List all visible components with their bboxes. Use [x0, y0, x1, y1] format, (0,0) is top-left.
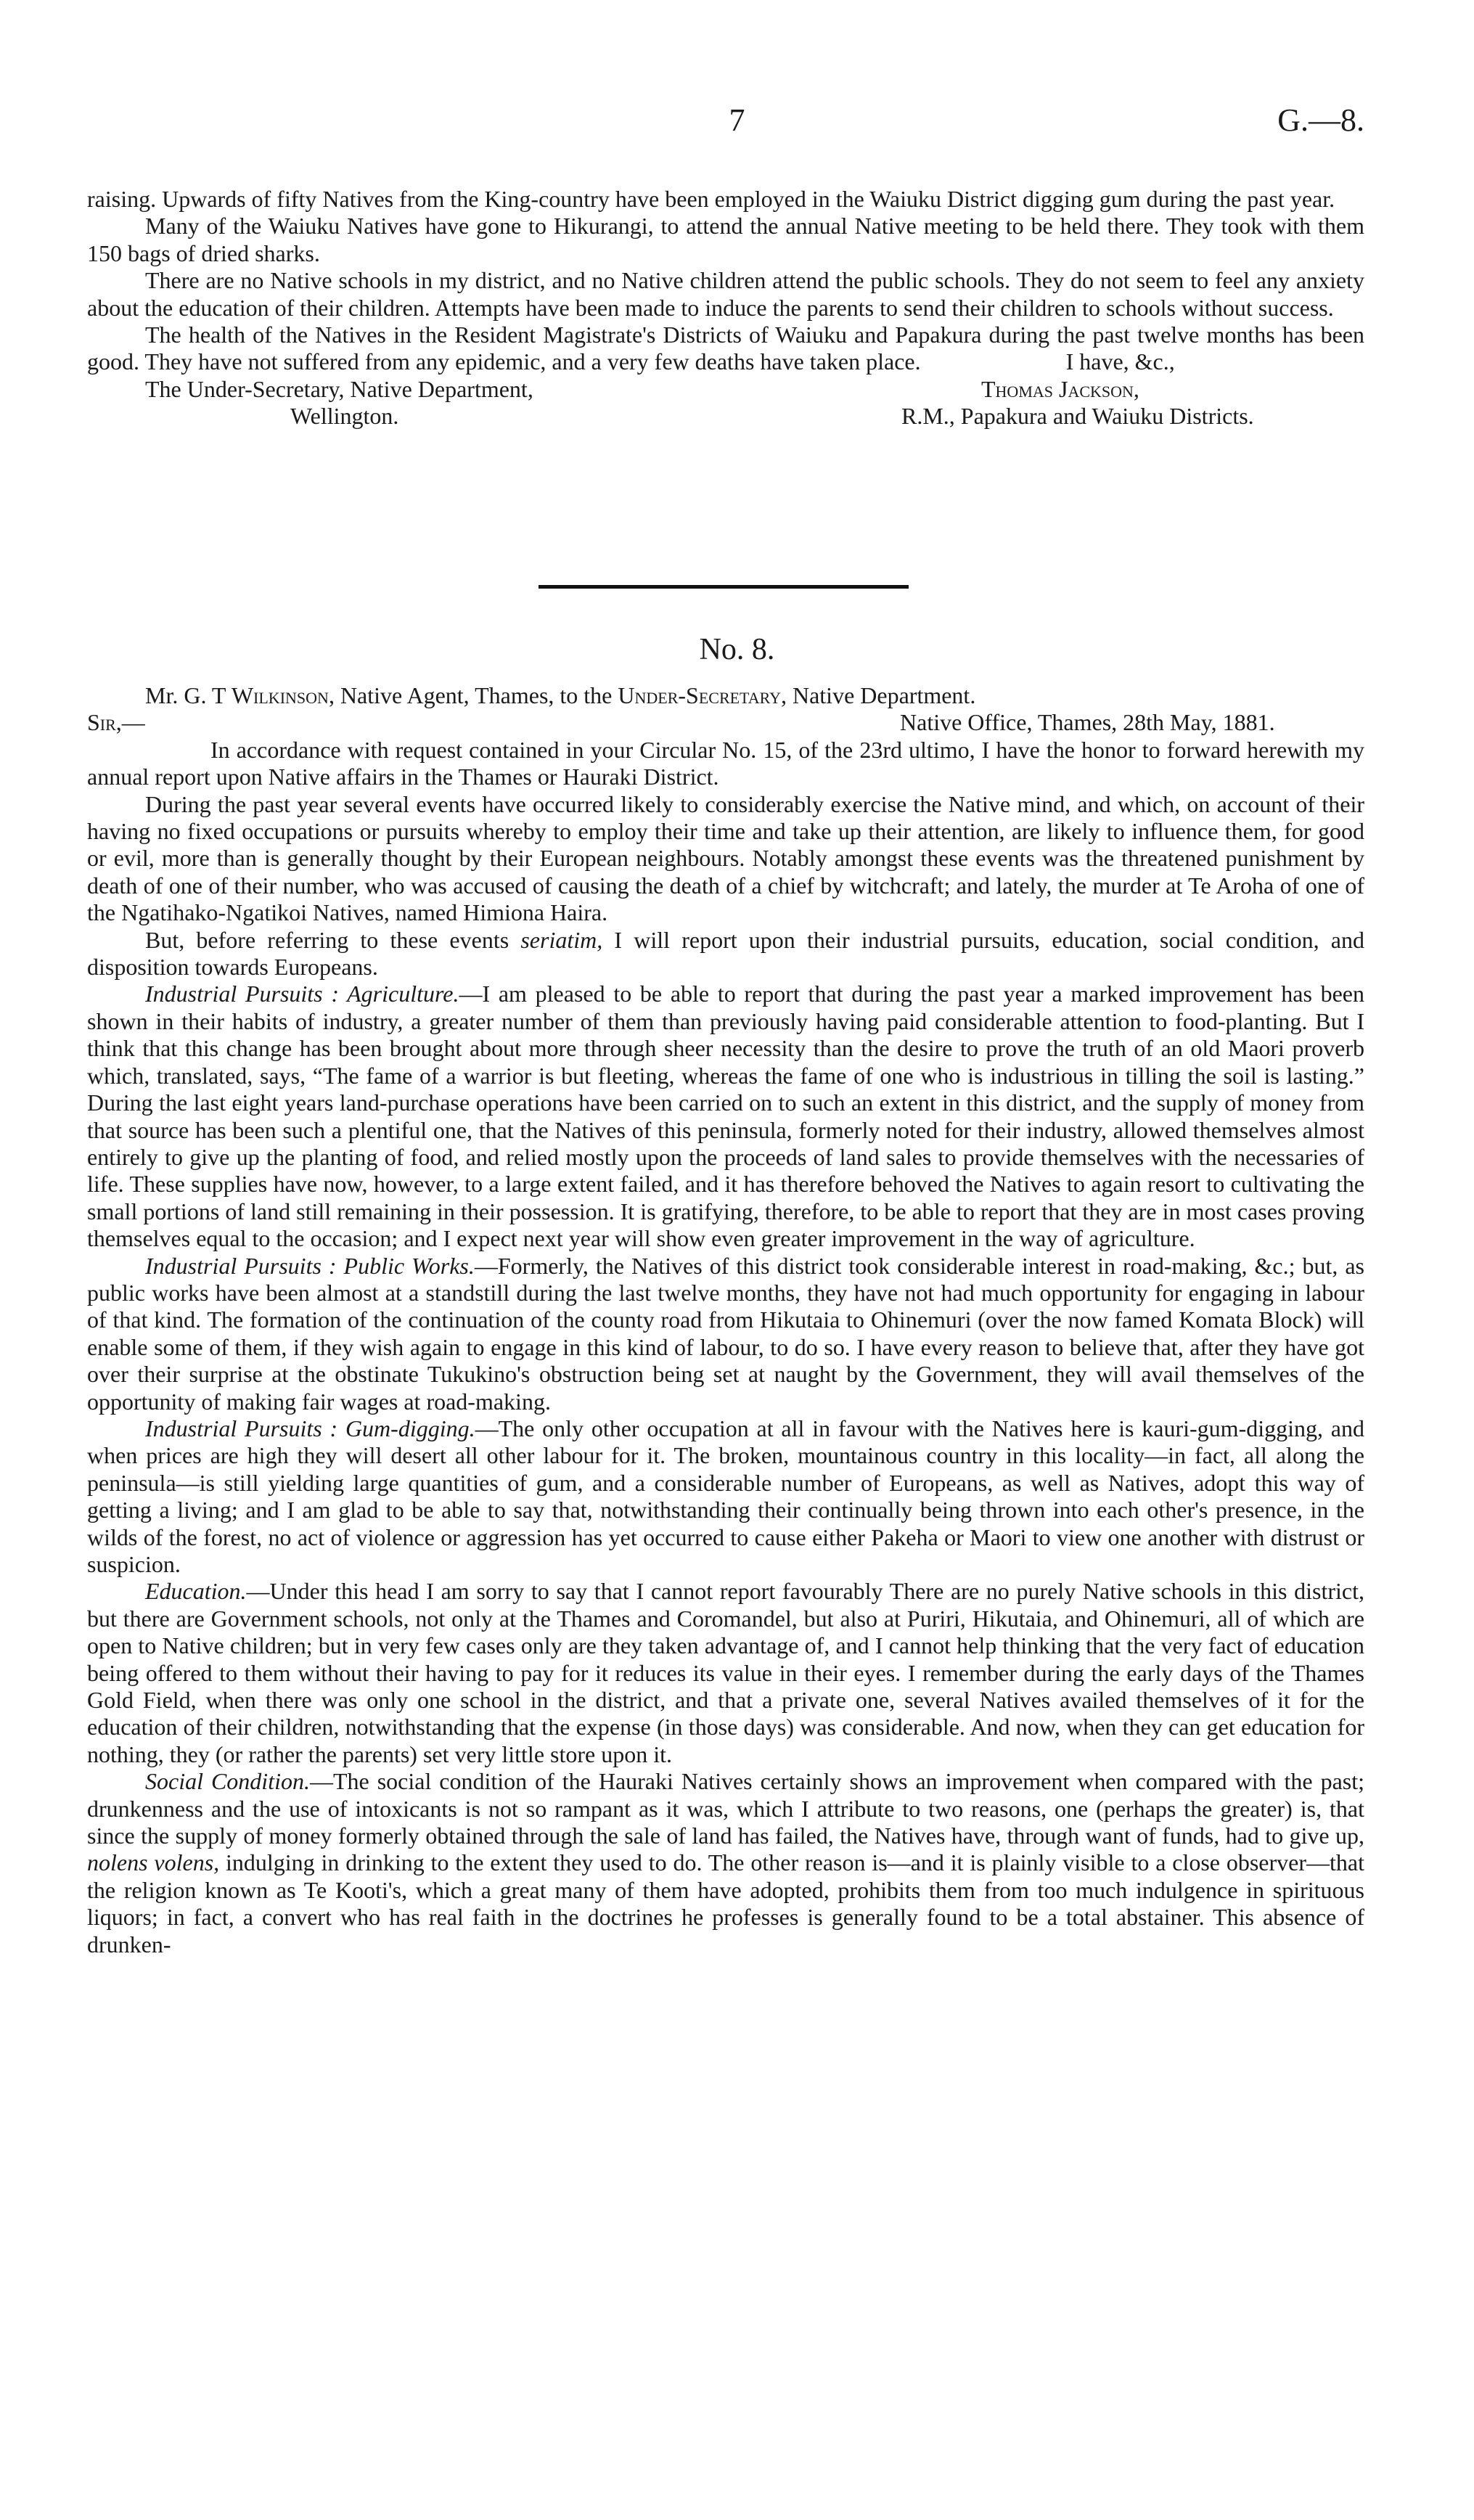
- paragraph-education: Education.—Under this head I am sorry to say that I cannot report favourably There are no purely Native schools in this district, but there are Government schools, not only at the Thames and Coromandel, but also at Puriri, Hikutaia, and Ohinemuri, all of which are open to Native children; but in very few cases only are they taken advantage of, and I cannot help thinking that the very fact of education being offered to them without their having to pay for it reduces its value in their eyes. I remember during the early days of the Thames Gold Field, when there was only one school in the district, and that a private one, several Natives availed themselves of it for the education of their children, notwithstanding that the expense (in those days) was considerable. And now, when they can get education for nothing, they (or rather the parents) set very little store upon it.: [87, 1578, 1364, 1767]
- addressee-line-2: Wellington.: [290, 403, 399, 430]
- paragraph: Many of the Waiuku Natives have gone to Hikurangi, to attend the annual Native meeting to be held there. They took with them 150 bags of dried sharks.: [87, 213, 1364, 266]
- document-code: G.—8.: [1277, 102, 1364, 138]
- section-heading: Industrial Pursuits : Public Works.: [145, 1252, 475, 1279]
- page-number: 7: [729, 102, 745, 138]
- signer-title: R.M., Papakura and Waiuku Districts.: [901, 403, 1254, 430]
- paragraph-public-works: Industrial Pursuits : Public Works.—Formerly, the Natives of this district took considerable interest in road-making, &c.; but, as public works have been almost at a standstill during the last twelve months, they have not had much opportunity for engaging in labour of that kind. The formation of the continuation of the county road from Hikutaia to Ohinemuri (over the now famed Komata Block) will enable some of them, if they wish again to engage in this kind of labour, to do so. I have every reason to believe that, after they have got over their surprise at the obstinate Tukukino's obstruction being set at naught by the Government, they will avail themselves of the opportunity of making fair wages at road-making.: [87, 1252, 1364, 1415]
- signer-name: Thomas Jackson,: [981, 375, 1139, 402]
- paragraph: But, before referring to these events seriatim, I will report upon their industrial pursuits, education, social condition, and disposition towards Europeans.: [87, 926, 1365, 981]
- previous-letter-ending: [87, 186, 1364, 430]
- salutation: Sir,—: [87, 709, 145, 736]
- paragraph: The health of the Natives in the Resident Magistrate's Districts of Waiuku and Papakura during the past twelve months has been good. They have not suffered from any epidemic, and a very few deaths have taken place. I have, &c.,: [87, 322, 1364, 375]
- closing: I have, &c.,: [1065, 348, 1175, 375]
- section-heading: Industrial Pursuits : Gum-digging.: [145, 1415, 475, 1441]
- paragraph: During the past year several events have occurred likely to considerably exercise the Native mind, and which, on account of their having no fixed occupations or pursuits whereby to employ their time and take up their attention, are likely to influence them, for good or evil, more than is generally thought by their European neighbours. Notably amongst these events was the threatened punishment by death of one of their number, who was accused of causing the death of a chief by witchcraft; and lately, the murder at Te Aroha of one of the Ngatihako-Ngatikoi Natives, named Himiona Haira.: [87, 790, 1364, 926]
- paragraph: raising. Upwards of fifty Natives from the King-country have been employed in the Waiuku District digging gum during the past year.: [87, 186, 1335, 212]
- section-heading: Social Condition.: [145, 1768, 310, 1795]
- signature-block: [87, 376, 1364, 403]
- letter-8-body: [87, 682, 1364, 1958]
- section-heading: Education.: [145, 1578, 247, 1605]
- section-divider: [539, 585, 909, 589]
- paragraph: In accordance with request contained in your Circular No. 15, of the 23rd ultimo, I have the honor to forward herewith my annual report upon Native affairs in the Thames or Hauraki District.: [87, 736, 1364, 790]
- paragraph-agriculture: Industrial Pursuits : Agriculture.—I am pleased to be able to report that during the past year a marked improvement has been shown in their habits of industry, a greater number of them than previously having paid considerable attention to food-planting. But I think that this change has been brought about more through sheer necessity than the desire to prove the truth of an old Maori proverb which, translated, says, “The fame of a warrior is but fleeting, whereas the fame of one who is industrious in tilling the soil is lasting.” During the last eight years land-purchase operations have been carried on to such an extent in this district, and the supply of money from that source has been such a plentiful one, that the Natives of this peninsula, formerly noted for their industry, allowed themselves almost entirely to give up the planting of food, and relied mostly upon the proceeds of land sales to provide themselves with the necessaries of life. These supplies have now, however, to a large extent failed, and it has therefore behoved the Natives to again resort to cultivating the small portions of land still remaining in their possession. It is gratifying, therefore, to be able to report that they are in most cases proving themselves equal to the occasion; and I expect next year will show even greater improvement in the way of agriculture.: [87, 981, 1365, 1252]
- section-heading: Industrial Pursuits : Agriculture.: [145, 981, 459, 1007]
- paragraph: There are no Native schools in my district, and no Native children attend the public schools. They do not seem to feel any anxiety about the education of their children. Attempts have been made to induce the parents to send their children to schools without success.: [87, 267, 1364, 321]
- paragraph-gum-digging: Industrial Pursuits : Gum-digging.—The only other occupation at all in favour with the Natives here is kauri-gum-digging, and when prices are high they will desert all other labour for it. The broken, mountainous country in this locality—in fact, all along the peninsula—is still yielding large quantities of gum, and a considerable number of Europeans, as well as Natives, adopt this way of getting a living; and I am glad to be able to say that, notwithstanding their continually being thrown into each other's presence, in the wilds of the forest, no act of violence or aggression has yet occurred to cause either Pakeha or Maori to view one another with distrust or suspicion.: [87, 1415, 1365, 1577]
- dateline: Native Office, Thames, 28th May, 1881.: [900, 709, 1275, 736]
- addressee-line-1: The Under-Secretary, Native Department,: [145, 375, 533, 402]
- letter-heading: Mr. G. T Wilkinson, Native Agent, Thames, to the Under-Secretary, Native Department.: [145, 682, 976, 708]
- letter-number-heading: No. 8.: [699, 633, 775, 666]
- paragraph-social-condition: Social Condition.—The social condition of the Hauraki Natives certainly shows an improvement when compared with the past; drunkenness and the use of intoxicants is not so rampant as it was, which I attribute to two reasons, one (perhaps the greater) is, that since the supply of money formerly obtained through the sale of land has failed, the Natives have, through want of funds, had to give up, nolens volens, indulging in drinking to the extent they used to do. The other reason is—and it is plainly visible to a close observer—that the religion known as Te Kooti's, which a great many of them have adopted, prohibits them from too much indulgence in spirituous liquors; in fact, a convert who has real faith in the doctrines he professes is generally found to be a total abstainer. This absence of drunken-: [87, 1768, 1365, 1958]
